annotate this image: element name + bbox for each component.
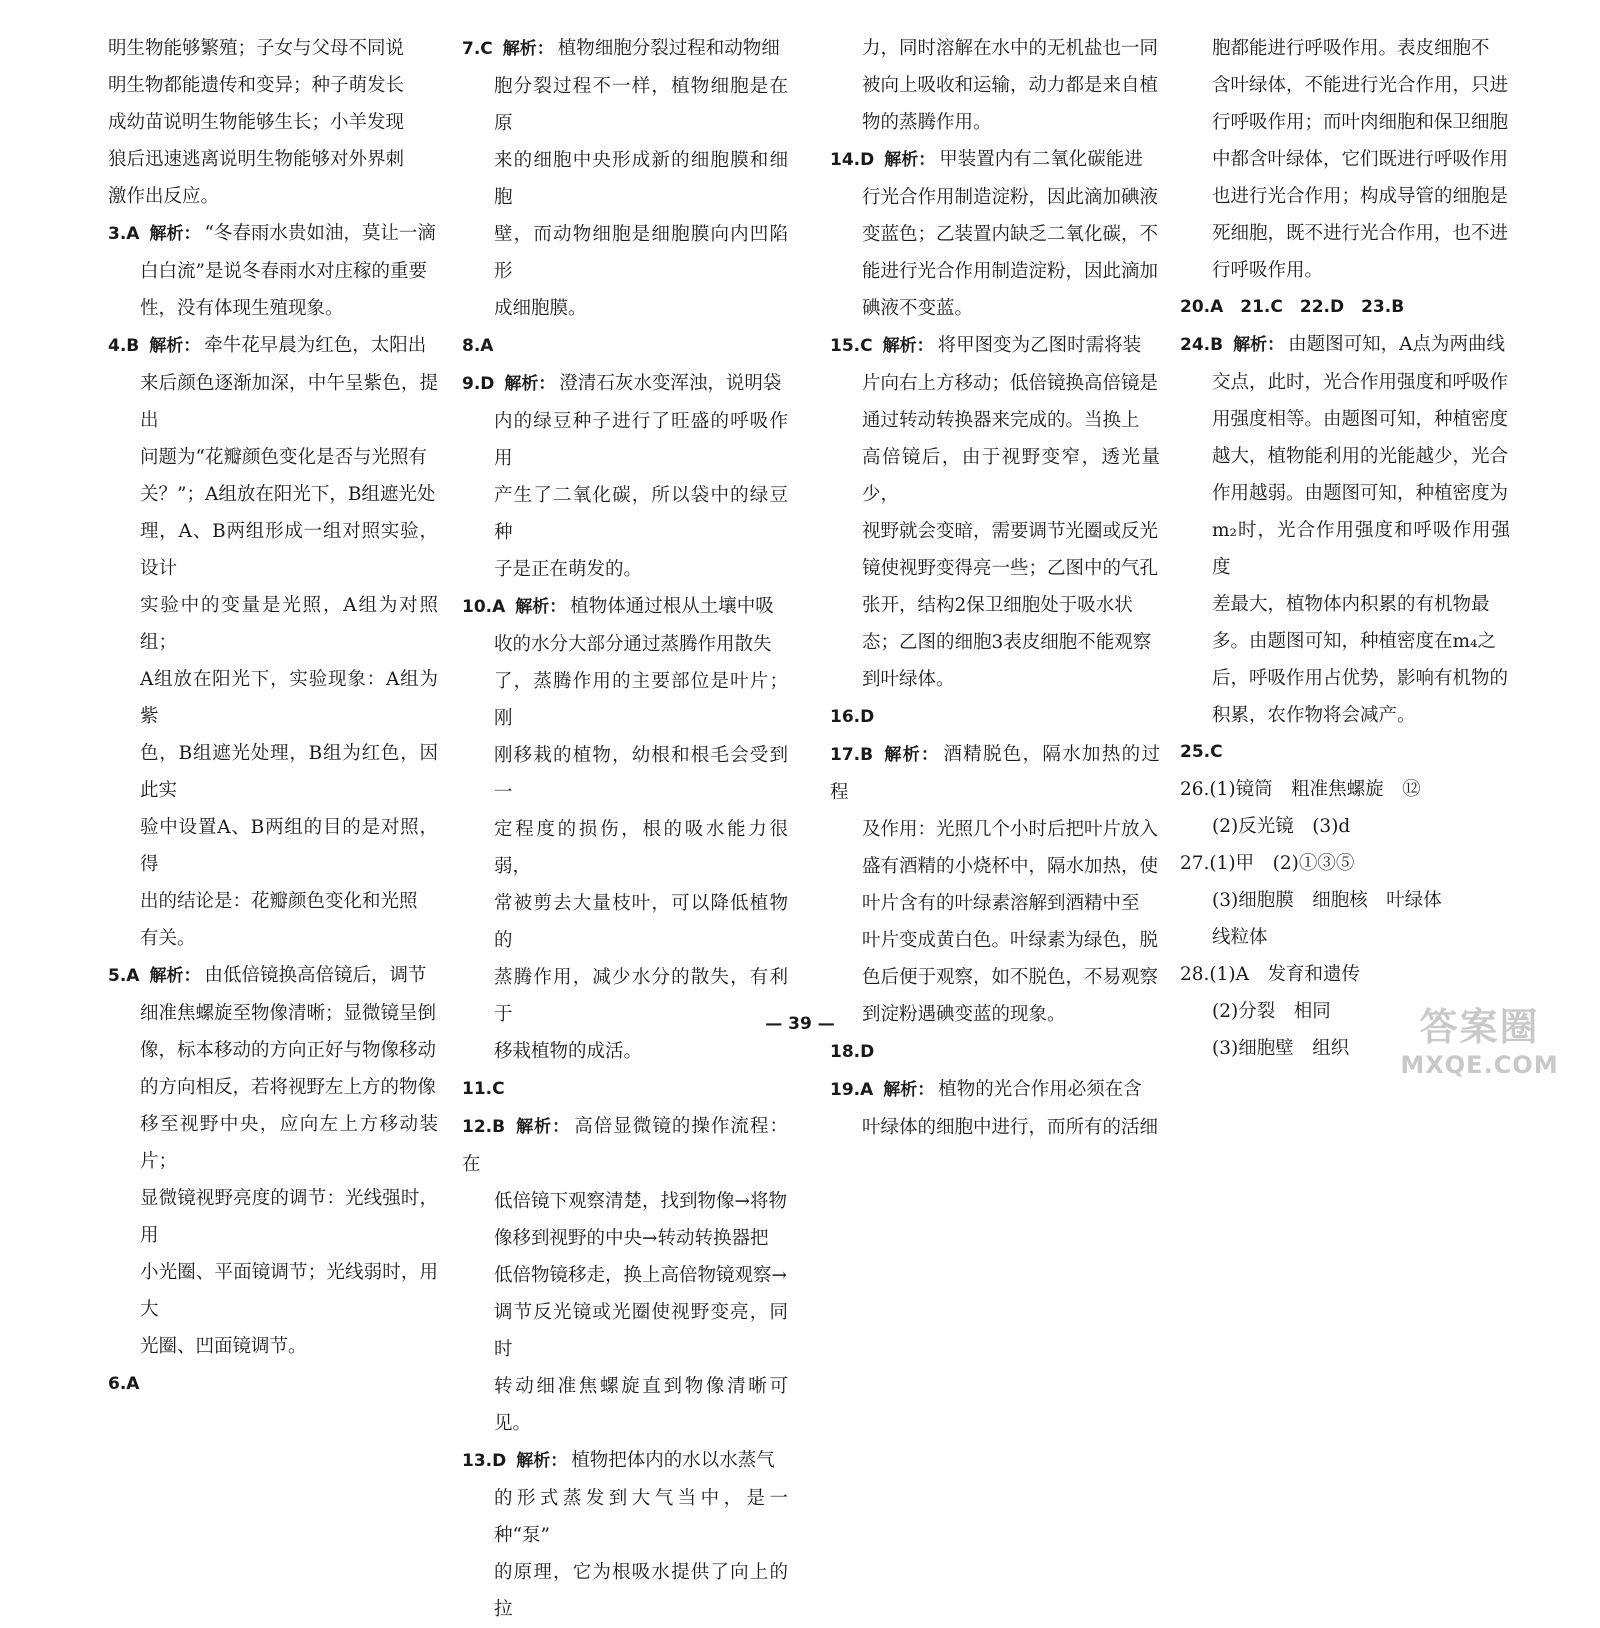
- text-line: 出的结论是：花瓣颜色变化和光照: [140, 891, 418, 912]
- text-line: 有关。: [140, 928, 196, 949]
- watermark-logo: [1387, 1004, 1572, 1088]
- text-line: 的原理，它为根吸水提供了向上的拉: [494, 1562, 788, 1620]
- analysis-tag: 解析：: [884, 150, 936, 170]
- answer-q25: [1180, 734, 1510, 771]
- text-line: 成细胞膜。: [494, 298, 587, 319]
- question-number: 15.C: [830, 336, 873, 356]
- text-line: 移至视野中央，应向左上方移动装片；: [140, 1114, 438, 1172]
- text-line: 来的细胞中央形成新的细胞膜和细胞: [494, 150, 788, 208]
- text-line: 中都含叶绿体，它们既进行呼吸作用: [1212, 149, 1509, 170]
- text-line: 差最大，植物体内积累的有机物最: [1212, 594, 1490, 615]
- answer-q14: [830, 141, 1160, 327]
- text-line: 植物体通过根从土壤中吸: [570, 596, 774, 617]
- text-line: 叶片含有的叶绿素溶解到酒精中至: [862, 893, 1140, 914]
- text-line: (3)细胞壁 组织: [1212, 1038, 1350, 1059]
- text-line: 低倍物镜移走，换上高倍物镜观察→: [494, 1265, 788, 1286]
- text-line: 交点，此时，光合作用强度和呼吸作: [1212, 372, 1509, 393]
- text-line: 明生物都能遗传和变异；种子萌发长: [108, 75, 405, 96]
- question-number: 14.D: [830, 150, 875, 170]
- text-line: 的形式蒸发到大气当中，是一种“泵”: [494, 1488, 788, 1546]
- text-line: 27.(1)甲 (2)①③⑤: [1180, 853, 1355, 874]
- analysis-tag: 解析：: [149, 336, 201, 356]
- text-line: 低倍镜下观察清楚，找到物像→将物: [494, 1191, 788, 1212]
- text-line: 内的绿豆种子进行了旺盛的呼吸作用: [494, 411, 788, 469]
- question-number: 9.D: [462, 374, 495, 394]
- text-line: 含叶绿体，不能进行光合作用，只进: [1212, 75, 1509, 96]
- text-line: 通过转动转换器来完成的。当换上: [862, 410, 1140, 431]
- text-line: 镜使视野变得亮一些；乙图中的气孔: [862, 558, 1159, 579]
- text-line: 验中设置A、B两组的目的是对照，得: [140, 817, 438, 875]
- answer-q3: [108, 215, 438, 327]
- column-1: [108, 30, 438, 1403]
- text-line: 像移到视野的中央→转动转换器把: [494, 1228, 769, 1249]
- text-line: 牵牛花早晨为红色，太阳出: [204, 335, 427, 356]
- text-line: 壁，而动物细胞是细胞膜向内凹陷形: [494, 224, 788, 282]
- text-line: 小光圈、平面镜调节；光线弱时，用大: [140, 1262, 438, 1320]
- text-line: 光圈、凹面镜调节。: [140, 1336, 307, 1357]
- text-line: 视野就会变暗，需要调节光圈或反光: [862, 521, 1159, 542]
- analysis-tag: 解析：: [1233, 335, 1285, 355]
- text-line: 产生了二氧化碳，所以袋中的绿豆种: [494, 485, 788, 543]
- text-line: 转动细准焦螺旋直到物像清晰可见。: [494, 1376, 788, 1434]
- analysis-tag: 解析：: [883, 1080, 935, 1100]
- text-line: 成幼苗说明生物能够生长；小羊发现: [108, 112, 405, 133]
- text-line: 死细胞，既不进行光合作用，也不进: [1212, 223, 1509, 244]
- question-number: 10.A: [462, 597, 506, 617]
- text-line: 植物细胞分裂过程和动物细: [557, 38, 780, 59]
- text-line: 植物的光合作用必须在含: [938, 1079, 1142, 1100]
- text-line: 来后颜色逐渐加深，中午呈紫色，提出: [140, 373, 438, 431]
- text-line: 调节反光镜或光圈使视野变亮，同时: [494, 1302, 788, 1360]
- text-line: 移栽植物的成活。: [494, 1041, 643, 1062]
- text-line: 作用越弱。由题图可知，种植密度为: [1212, 483, 1509, 504]
- text-line: 积累，农作物将会减产。: [1212, 705, 1416, 726]
- text-line: 后，呼吸作用占优势，影响有机物的: [1212, 668, 1509, 689]
- text-line: 物的蒸腾作用。: [862, 112, 992, 133]
- text-line: 关？”；A组放在阳光下，B组遮光处: [140, 484, 436, 505]
- question-number: 5.A: [108, 966, 140, 986]
- text-line: 像，标本移动的方向正好与物像移动: [140, 1040, 437, 1061]
- watermark-title: 答案圈: [1419, 1005, 1540, 1049]
- answer-q13: [462, 1442, 788, 1628]
- answer-q15: [830, 327, 1160, 698]
- text-line: (2)分裂 相同: [1212, 1001, 1331, 1022]
- text-line: 色后便于观察，如不脱色，不易观察: [862, 967, 1159, 988]
- text-line: 到淀粉遇碘变蓝的现象。: [862, 1004, 1066, 1025]
- text-line: (3)细胞膜 细胞核 叶绿体: [1212, 890, 1442, 911]
- answer-q6: [108, 1365, 438, 1403]
- answer-q26: [1180, 771, 1510, 845]
- text-line: 将甲图变为乙图时需将装: [937, 335, 1142, 356]
- text-line: m₂时，光合作用强度和呼吸作用强度: [1212, 520, 1510, 578]
- analysis-tag: 解析：: [149, 966, 201, 986]
- text-line: 酒精脱色，隔水加热的过程: [830, 744, 1160, 803]
- question-number: 8.A: [462, 336, 494, 356]
- text-line: 行光合作用制造淀粉，因此滴加碘液: [862, 187, 1159, 208]
- text-line: 叶片变成黄白色。叶绿素为绿色，脱: [862, 930, 1159, 951]
- text-line: 色，B组遮光处理，B组为红色，因此实: [140, 743, 438, 801]
- question-number: 17.B: [830, 745, 874, 765]
- answer-q10: [462, 588, 788, 1070]
- question-number: 11.C: [462, 1079, 505, 1099]
- text-line: 明生物能够繁殖；子女与父母不同说: [108, 38, 405, 59]
- answer-q8: [462, 327, 788, 365]
- text-line: 能进行光合作用制造淀粉，因此滴加: [862, 261, 1159, 282]
- question-number: 24.B: [1180, 335, 1224, 355]
- page-number: — 39 —: [765, 1014, 835, 1034]
- text-line: 叶绿体的细胞中进行，而所有的活细: [862, 1117, 1159, 1138]
- text-line: 片向右上方移动；低倍镜换高倍镜是: [862, 373, 1159, 394]
- text-line: 植物把体内的水以水蒸气: [571, 1450, 775, 1471]
- text-line: 张开，结构2保卫细胞处于吸水状: [862, 595, 1133, 616]
- analysis-tag: 解析：: [504, 374, 556, 394]
- text-line: (2)反光镜 (3)d: [1212, 816, 1351, 837]
- text-line: 性，没有体现生殖现象。: [140, 298, 344, 319]
- q2-continued: [108, 30, 438, 215]
- text-line: 用强度相等。由题图可知，种植密度: [1212, 409, 1509, 430]
- question-number: 16.D: [830, 707, 875, 727]
- question-number: 13.D: [462, 1451, 507, 1471]
- text-line: 实验中的变量是光照，A组为对照组；: [140, 595, 438, 653]
- question-number: 18.D: [830, 1042, 875, 1062]
- question-number: 6.A: [108, 1374, 140, 1394]
- analysis-tag: 解析：: [883, 745, 940, 765]
- column-3: [830, 30, 1160, 1146]
- text-line: 高倍显微镜的操作流程：在: [462, 1116, 788, 1175]
- text-line: 行呼吸作用。: [1212, 260, 1324, 281]
- answer-q24: [1180, 326, 1510, 734]
- text-line: 变蓝色；乙装置内缺乏二氧化碳，不: [862, 224, 1159, 245]
- text-line: 收的水分大部分通过蒸腾作用散失: [494, 634, 772, 655]
- column-2: [462, 30, 788, 1628]
- text-line: 蒸腾作用，减少水分的散失，有利于: [494, 967, 788, 1025]
- analysis-tag: 解析：: [149, 224, 201, 244]
- analysis-tag: 解析：: [515, 597, 567, 617]
- text-line: 行呼吸作用；而叶肉细胞和保卫细胞: [1212, 112, 1509, 133]
- text-line: 胞分裂过程不一样，植物细胞是在原: [494, 76, 788, 134]
- text-line: 激作出反应。: [108, 186, 220, 207]
- text-line: 28.(1)A 发育和遗传: [1180, 964, 1360, 985]
- question-number: 4.B: [108, 336, 140, 356]
- analysis-tag: 解析：: [515, 1117, 571, 1137]
- q19-continued: [1180, 30, 1510, 289]
- text-line: 到叶绿体。: [862, 669, 955, 690]
- question-number: 3.A: [108, 224, 140, 244]
- answer-q18: [830, 1033, 1160, 1071]
- text-line: “冬春雨水贵如油，莫让一滴: [204, 223, 436, 244]
- text-line: 细准焦螺旋至物像清晰；显微镜呈倒: [140, 1003, 437, 1024]
- text-line: 狼后迅速逃离说明生物能够对外界刺: [108, 149, 405, 170]
- text-line: 多。由题图可知，种植密度在m₄之: [1212, 631, 1496, 652]
- answer-q11: [462, 1070, 788, 1108]
- text-line: 的方向相反，若将视野左上方的物像: [140, 1077, 437, 1098]
- text-line: 也进行光合作用；构成导管的细胞是: [1212, 186, 1509, 207]
- text-line: 常被剪去大量枝叶，可以降低植物的: [494, 893, 788, 951]
- text-line: 理，A、B两组形成一组对照实验，设计: [140, 521, 438, 579]
- text-line: 定程度的损伤，根的吸水能力很弱，: [494, 819, 788, 877]
- answer-q16: [830, 698, 1160, 736]
- answer-q4: [108, 327, 438, 957]
- text-line: 碘液不变蓝。: [862, 298, 974, 319]
- text-line: 25.C: [1180, 742, 1223, 762]
- answers-q20-q23: [1180, 289, 1510, 326]
- text-line: 及作用：光照几个小时后把叶片放入: [862, 819, 1159, 840]
- answer-q17: [830, 736, 1160, 1033]
- text-line: A组放在阳光下，实验现象：A组为紫: [140, 669, 438, 727]
- text-line: 态；乙图的细胞3表皮细胞不能观察: [862, 632, 1152, 653]
- analysis-tag: 解析：: [882, 336, 934, 356]
- q13-continued: [830, 30, 1160, 141]
- analysis-tag: 解析：: [516, 1451, 568, 1471]
- text-line: 了，蒸腾作用的主要部位是叶片；刚: [494, 671, 788, 729]
- text-line: 高倍镜后，由于视野变窄，透光量少，: [862, 447, 1160, 505]
- answer-q19: [830, 1071, 1160, 1146]
- text-line: 由题图可知，A点为两曲线: [1288, 334, 1505, 355]
- text-line: 澄清石灰水变浑浊，说明袋: [559, 373, 782, 394]
- text-line: 问题为“花瓣颜色变化是否与光照有: [140, 447, 427, 468]
- text-line: 胞都能进行呼吸作用。表皮细胞不: [1212, 38, 1490, 59]
- answer-q12: [462, 1108, 788, 1442]
- text-line: 线粒体: [1212, 927, 1268, 948]
- answer-q27: [1180, 845, 1510, 956]
- answer-q9: [462, 365, 788, 588]
- text-line: 刚移栽的植物，幼根和根毛会受到一: [494, 745, 788, 803]
- question-number: 19.A: [830, 1080, 874, 1100]
- text-line: 盛有酒精的小烧杯中，隔水加热，使: [862, 856, 1159, 877]
- question-number: 7.C: [462, 39, 493, 59]
- text-line: 被向上吸收和运输，动力都是来自植: [862, 75, 1159, 96]
- text-line: 20.A 21.C 22.D 23.B: [1180, 297, 1405, 317]
- watermark-domain: MXQE.COM: [1400, 1051, 1559, 1079]
- text-line: 由低倍镜换高倍镜后，调节: [204, 965, 427, 986]
- question-number: 12.B: [462, 1117, 506, 1137]
- text-line: 白白流”是说冬春雨水对庄稼的重要: [140, 261, 427, 282]
- text-line: 显微镜视野亮度的调节：光线强时，用: [140, 1188, 438, 1246]
- column-4: [1180, 30, 1510, 1067]
- text-line: 26.(1)镜筒 粗准焦螺旋 ⑫: [1180, 779, 1421, 800]
- answer-q7: [462, 30, 788, 327]
- analysis-tag: 解析：: [502, 39, 554, 59]
- text-line: 子是正在萌发的。: [494, 559, 643, 580]
- text-line: 甲装置内有二氧化碳能进: [939, 149, 1143, 170]
- text-line: 力，同时溶解在水中的无机盐也一同: [862, 38, 1159, 59]
- text-line: 越大，植物能利用的光能越少，光合: [1212, 446, 1509, 467]
